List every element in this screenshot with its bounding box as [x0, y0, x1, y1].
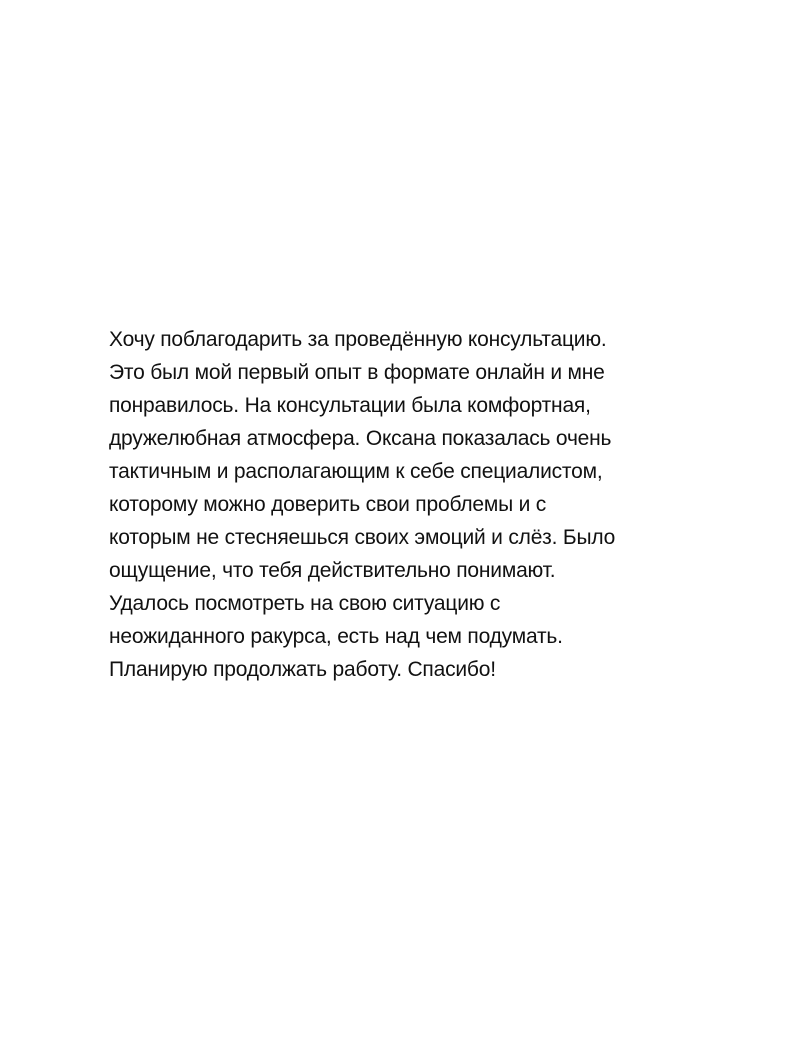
- review-line: Планирую продолжать работу. Спасибо!: [109, 658, 496, 681]
- review-line: Удалось посмотреть на свою ситуацию с: [109, 592, 501, 615]
- review-line: тактичным и располагающим к себе специалистом,: [109, 460, 603, 483]
- review-line: неожиданного ракурса, есть над чем подумать.: [109, 625, 563, 648]
- review-line: Это был мой первый опыт в формате онлайн и мне: [109, 361, 605, 384]
- review-line: дружелюбная атмосфера. Оксана показалась очень: [109, 427, 612, 450]
- review-line: Хочу поблагодарить за проведённую консультацию.: [109, 328, 607, 351]
- review-text: [109, 323, 769, 686]
- review-line: которому можно доверить свои проблемы и с: [109, 493, 547, 516]
- review-line: понравилось. На консультации была комфортная,: [109, 394, 591, 417]
- review-line: которым не стесняешься своих эмоций и слёз. Было: [109, 526, 616, 549]
- review-line: ощущение, что тебя действительно понимают.: [109, 559, 556, 582]
